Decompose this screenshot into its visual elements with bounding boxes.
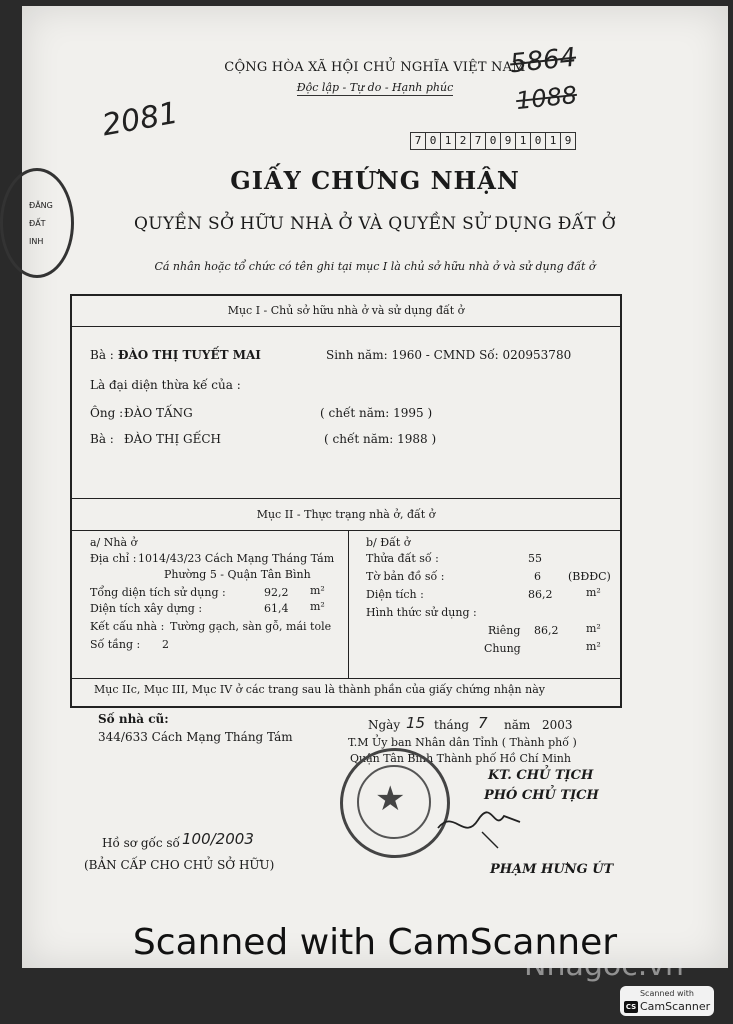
heir2-prefix: Bà :	[90, 432, 114, 446]
authority-line2: Quận Tân Bình Thành phố Hồ Chí Minh	[350, 752, 571, 765]
owner-info: Sinh năm: 1960 - CMND Số: 020953780	[326, 348, 572, 362]
map-value: 6	[534, 570, 541, 583]
date-prefix: Ngày	[368, 718, 401, 732]
heir1-prefix: Ông :	[90, 406, 124, 420]
signature-image	[434, 802, 524, 852]
site-watermark: Nhagoc.vn	[524, 948, 685, 983]
plot-value: 55	[528, 552, 542, 565]
section2-heading: Mục II - Thực trạng nhà ở, đất ở	[256, 508, 436, 521]
land-area-label: Diện tích :	[366, 588, 424, 601]
signer-name: PHẠM HƯNG ÚT	[490, 862, 614, 877]
role-line1: KT. CHỦ TỊCH	[488, 768, 594, 783]
heir2-name: ĐÀO THỊ GẾCH	[124, 432, 222, 446]
serial-digit: 0	[426, 133, 441, 149]
heir1-death: ( chết năm: 1995 )	[320, 406, 433, 420]
land-area-unit: m²	[586, 586, 601, 599]
owner-name: ĐÀO THỊ TUYẾT MAI	[118, 348, 261, 362]
structure-value: Tường gạch, sàn gỗ, mái tole	[170, 620, 332, 633]
owner-prefix: Bà :	[90, 348, 114, 362]
total-area-unit: m²	[310, 584, 325, 597]
serial-number-boxes	[410, 132, 576, 150]
serial-digit: 0	[486, 133, 501, 149]
document-note: Cá nhân hoặc tổ chức có tên ghi tại mục I là chủ sở hữu nhà ở và sử dụng đất ở	[154, 260, 596, 273]
date-day: 15	[406, 714, 426, 732]
floors-label: Số tầng :	[90, 638, 141, 651]
serial-digit: 1	[546, 133, 561, 149]
serial-digit: 1	[441, 133, 456, 149]
certificate-details-box	[70, 294, 622, 708]
private-unit: m²	[586, 622, 601, 635]
motto: Độc lập - Tự do - Hạnh phúc	[296, 81, 454, 94]
house-label: a/ Nhà ở	[90, 536, 138, 549]
date-month: 7	[478, 714, 488, 732]
heir1-name: ĐÀO TẤNG	[124, 406, 193, 420]
serial-digit: 9	[564, 134, 572, 147]
scanner-banner: Scanned with CamScanner	[132, 922, 618, 963]
authority-line1: T.M Ủy ban Nhân dân Tỉnh ( Thành phố )	[348, 736, 577, 749]
built-area-value: 61,4	[264, 602, 289, 615]
camscanner-badge	[620, 986, 714, 1016]
map-note: (BĐĐC)	[568, 570, 611, 583]
serial-digit: 9	[501, 133, 516, 149]
shared-label: Chung	[484, 642, 521, 655]
document-subtitle: QUYỀN SỞ HỮU NHÀ Ở VÀ QUYỀN SỬ DỤNG ĐẤT Ở	[134, 214, 616, 234]
camscanner-logo-icon: CS	[625, 1003, 637, 1011]
land-area-value: 86,2	[528, 588, 553, 601]
serial-digit: 7	[471, 133, 486, 149]
footer-note: Mục IIc, Mục III, Mục IV ở các trang sau là thành phần của giấy chứng nhận này	[94, 683, 545, 696]
badge-line1: Scanned with	[639, 989, 695, 998]
heir2-death: ( chết năm: 1988 )	[324, 432, 437, 446]
role-line2: PHÓ CHỦ TỊCH	[484, 788, 599, 803]
floors-value: 2	[162, 638, 169, 651]
land-label: b/ Đất ở	[366, 536, 411, 549]
certificate-page	[22, 6, 728, 968]
plot-label: Thửa đất số :	[366, 552, 439, 565]
address-line2: Phường 5 - Quận Tân Bình	[164, 568, 311, 581]
serial-digit: 2	[456, 133, 471, 149]
document-title: GIẤY CHỨNG NHẬN	[230, 166, 520, 195]
country-heading: CỘNG HÒA XÃ HỘI CHỦ NGHĨA VIỆT NAM	[224, 60, 526, 75]
heir-label: Là đại diện thừa kế của :	[90, 378, 241, 392]
total-area-label: Tổng diện tích sử dụng :	[90, 586, 226, 599]
built-area-unit: m²	[310, 600, 325, 613]
private-value: 86,2	[534, 624, 559, 637]
handwritten-number-left: 2081	[99, 95, 181, 144]
year-label: năm	[504, 718, 531, 732]
serial-digit: 0	[531, 133, 546, 149]
serial-digit: 1	[516, 133, 531, 149]
month-label: tháng	[434, 718, 470, 732]
structure-label: Kết cấu nhà :	[90, 620, 165, 633]
left-edge-seal: ĐĂNG ĐẤT INH	[0, 168, 74, 278]
record-label: Hồ sơ gốc số	[102, 836, 180, 850]
handwritten-number-crossed: 1088	[514, 80, 579, 116]
address-label: Địa chỉ :	[90, 552, 137, 565]
old-address-value: 344/633 Cách Mạng Tháng Tám	[98, 730, 293, 744]
date-year: 2003	[542, 718, 573, 732]
address-line1: 1014/43/23 Cách Mạng Tháng Tám	[138, 552, 335, 565]
serial-digit: 7	[411, 133, 426, 149]
copy-note: (BẢN CẤP CHO CHỦ SỞ HỮU)	[84, 858, 275, 872]
shared-unit: m²	[586, 640, 601, 653]
badge-line2: CamScanner	[640, 1000, 711, 1013]
old-address-label: Số nhà cũ:	[98, 712, 169, 726]
private-label: Riêng	[488, 624, 521, 637]
use-label: Hình thức sử dụng :	[366, 606, 477, 619]
section1-heading: Mục I - Chủ sở hữu nhà ở và sử dụng đất ở	[227, 304, 465, 317]
star-icon: ★	[375, 779, 406, 819]
total-area-value: 92,2	[264, 586, 289, 599]
map-label: Tờ bản đồ số :	[366, 570, 445, 583]
handwritten-number-top: 5864	[508, 42, 578, 80]
built-area-label: Diện tích xây dựng :	[90, 602, 203, 615]
record-value: 100/2003	[182, 830, 254, 848]
